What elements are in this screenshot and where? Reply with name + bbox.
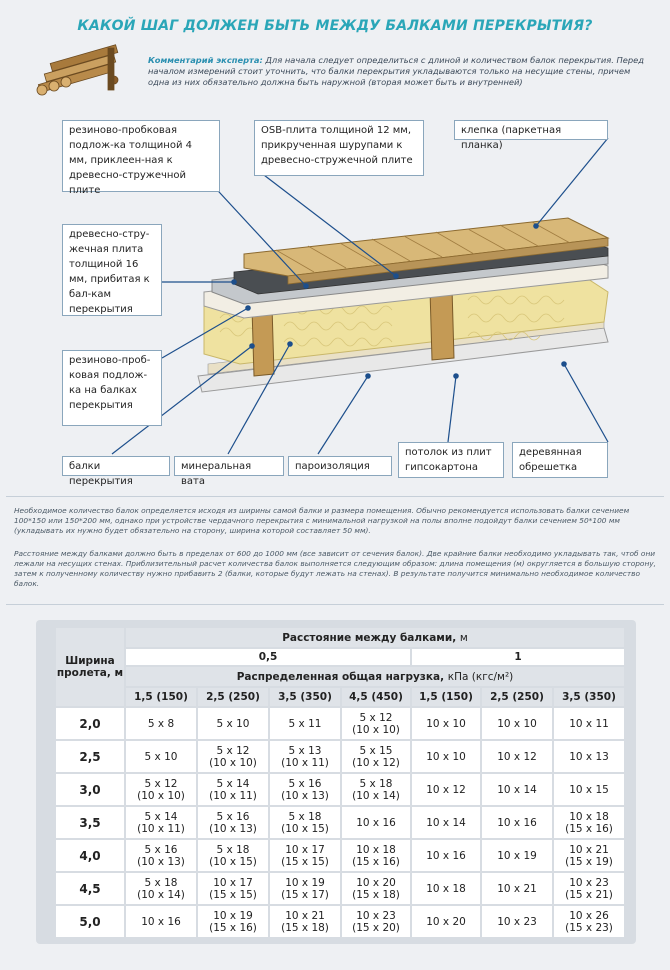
cell-line: 5 x 13	[288, 744, 322, 757]
cell-line: (15 x 19)	[565, 855, 613, 868]
info-paragraph-2: Расстояние между балками должно быть в пределах от 600 до 1000 мм (все зависит от сечения балок). Две крайние балки необходимо укладывать так, чтоб они лежали на несущих стенах. Приблизительный расчет количества балок выполняется следующим образом: длина помещения (м) округляется в большую сторону, затем к полученному количеству нужно прибавить 2 (балки, которые будут лежать на стенах). В результате получится минимально необходимое количество балок.	[14, 549, 656, 588]
expert-comment	[148, 55, 648, 88]
table-row	[55, 872, 625, 905]
cell-line: 10 x 15	[569, 783, 609, 796]
separator	[6, 604, 664, 605]
table-cell	[553, 740, 625, 773]
load-column-header: 3,5 (350)	[269, 687, 341, 707]
table-cell	[411, 839, 481, 872]
load-column-header: 3,5 (350)	[553, 687, 625, 707]
cell-line: (15 x 21)	[565, 888, 613, 901]
expert-comment-label: Комментарий эксперта:	[148, 55, 263, 65]
cell-line: 5 x 14	[144, 810, 178, 823]
table-row	[55, 740, 625, 773]
table-cell	[269, 905, 341, 938]
cell-line: (15 x 18)	[281, 921, 329, 934]
cell-line: 5 x 16	[216, 810, 250, 823]
table-cell	[553, 773, 625, 806]
span-header-label: Ширина пролета, м	[56, 655, 124, 679]
table-cell	[481, 773, 553, 806]
cell-line: 5 x 12	[216, 744, 250, 757]
cell-line: 10 x 19	[285, 876, 325, 889]
load-header	[125, 666, 625, 687]
cell-line: 5 x 8	[147, 717, 175, 730]
cell-line: 5 x 18	[288, 810, 322, 823]
table-cell	[269, 806, 341, 839]
cell-line: 10 x 11	[569, 717, 609, 730]
table-cell	[269, 839, 341, 872]
cell-line: 10 x 21	[285, 909, 325, 922]
row-span-label: 3,0	[55, 773, 125, 806]
table-row	[55, 905, 625, 938]
cell-line: 10 x 23	[356, 909, 396, 922]
cell-line: 5 x 16	[288, 777, 322, 790]
cell-line: 5 x 16	[144, 843, 178, 856]
table-cell	[197, 740, 269, 773]
row-span-label: 2,5	[55, 740, 125, 773]
beams-logo-image	[30, 40, 130, 102]
cell-line: 5 x 18	[216, 843, 250, 856]
callout-beams: балки перекрытия	[62, 456, 170, 476]
load-column-header: 1,5 (150)	[125, 687, 197, 707]
cell-line: 5 x 18	[144, 876, 178, 889]
callout-osb: OSB-плита толщиной 12 мм, прикрученная шурупами к древесно-стружечной плите	[254, 120, 424, 176]
table-cell	[481, 905, 553, 938]
table-cell	[341, 773, 411, 806]
table-cell	[269, 740, 341, 773]
table-cell	[411, 773, 481, 806]
row-span-label: 5,0	[55, 905, 125, 938]
table-cell	[197, 839, 269, 872]
table-cell	[553, 872, 625, 905]
table-cell	[481, 806, 553, 839]
table-cell	[341, 740, 411, 773]
distance-1: 1	[411, 648, 625, 666]
cell-line: 10 x 26	[569, 909, 609, 922]
cell-line: 5 x 14	[216, 777, 250, 790]
table-cell	[197, 773, 269, 806]
callout-dsp-16mm: древесно-стру-жечная плита толщиной 16 мм, прибитая к бал-кам перекрытия	[62, 224, 162, 316]
load-header-unit: кПа (кгс/м²)	[447, 670, 514, 683]
table-cell	[481, 872, 553, 905]
cell-line: 10 x 16	[497, 816, 537, 829]
cell-line: (10 x 11)	[281, 756, 329, 769]
table-row	[55, 839, 625, 872]
load-column-header: 4,5 (450)	[341, 687, 411, 707]
table-cell	[411, 806, 481, 839]
row-span-label: 2,0	[55, 707, 125, 740]
cell-line: (10 x 10)	[209, 756, 257, 769]
cell-line: 10 x 17	[213, 876, 253, 889]
cell-line: 5 x 15	[359, 744, 393, 757]
cell-line: 10 x 20	[426, 915, 466, 928]
cell-line: 5 x 18	[359, 777, 393, 790]
cell-line: (10 x 14)	[137, 888, 185, 901]
table-cell	[197, 707, 269, 740]
cell-line: (10 x 11)	[209, 789, 257, 802]
cell-line: 5 x 12	[359, 711, 393, 724]
separator	[6, 496, 664, 497]
cell-line: 5 x 10	[144, 750, 178, 763]
page-title: КАКОЙ ШАГ ДОЛЖЕН БЫТЬ МЕЖДУ БАЛКАМИ ПЕРЕКРЫТИЯ?	[77, 18, 593, 34]
table-cell	[553, 806, 625, 839]
load-column-header: 1,5 (150)	[411, 687, 481, 707]
callout-ceiling: потолок из плит гипсокартона	[398, 442, 504, 478]
table-row	[55, 773, 625, 806]
cell-line: (10 x 13)	[209, 822, 257, 835]
table-cell	[125, 806, 197, 839]
table-cell	[125, 740, 197, 773]
table-row	[55, 707, 625, 740]
table-cell	[341, 905, 411, 938]
table-cell	[197, 806, 269, 839]
cell-line: (10 x 14)	[352, 789, 400, 802]
callout-lathing: деревянная обрешетка	[512, 442, 608, 478]
cell-line: 10 x 23	[569, 876, 609, 889]
table-cell	[197, 872, 269, 905]
cell-line: (15 x 20)	[352, 921, 400, 934]
cell-line: 10 x 16	[426, 849, 466, 862]
beam-size-table-card	[36, 620, 636, 944]
cell-line: 10 x 16	[141, 915, 181, 928]
cell-line: (15 x 15)	[209, 888, 257, 901]
cell-line: (15 x 18)	[352, 888, 400, 901]
cell-line: 10 x 14	[426, 816, 466, 829]
table-cell	[553, 905, 625, 938]
cell-line: 10 x 14	[497, 783, 537, 796]
span-header	[55, 627, 125, 707]
callout-vapor-barrier: пароизоляция	[288, 456, 392, 476]
callout-mineral-wool: минеральная вата	[174, 456, 284, 476]
cell-line: 10 x 19	[497, 849, 537, 862]
cell-line: (10 x 10)	[137, 789, 185, 802]
cell-line: (10 x 11)	[137, 822, 185, 835]
cell-line: (10 x 12)	[352, 756, 400, 769]
distance-header-label: Расстояние между балками,	[282, 631, 457, 644]
table-cell	[125, 905, 197, 938]
cell-line: (15 x 16)	[352, 855, 400, 868]
distance-header	[125, 627, 625, 648]
table-cell	[197, 905, 269, 938]
table-cell	[341, 806, 411, 839]
table-cell	[125, 773, 197, 806]
cell-line: (10 x 10)	[352, 723, 400, 736]
table-cell	[411, 707, 481, 740]
table-cell	[553, 839, 625, 872]
table-cell	[341, 839, 411, 872]
cell-line: 10 x 21	[569, 843, 609, 856]
floor-diagram	[8, 96, 662, 492]
load-column-header: 2,5 (250)	[197, 687, 269, 707]
cell-line: 10 x 16	[356, 816, 396, 829]
cell-line: 10 x 23	[497, 915, 537, 928]
expert-comment-text: Для начала следует определиться с длиной и количеством балок перекрытия. Перед началом измерений стоит уточнить, что балки перекрытия укладываются только на несущие стены, причем одна из них обязательно должна быть наружной (вторая может быть и внутренней)	[148, 55, 644, 87]
cell-line: (15 x 17)	[281, 888, 329, 901]
table-cell	[125, 872, 197, 905]
cell-line: 10 x 17	[285, 843, 325, 856]
table-cell	[411, 905, 481, 938]
distance-header-unit: м	[459, 631, 468, 644]
row-span-label: 3,5	[55, 806, 125, 839]
cell-line: (10 x 15)	[281, 822, 329, 835]
cell-line: 5 x 10	[216, 717, 250, 730]
row-span-label: 4,0	[55, 839, 125, 872]
table-cell	[269, 707, 341, 740]
row-span-label: 4,5	[55, 872, 125, 905]
load-column-header: 2,5 (250)	[481, 687, 553, 707]
callout-klepka: клепка (паркетная планка)	[454, 120, 608, 140]
info-paragraph-1: Необходимое количество балок определяется исходя из ширины самой балки и размера помещения. Обычно рекомендуется использовать балки сечением 100*150 или 150*200 мм, однако при устройстве чердачного перекрытия с минимальной нагрузкой на полы вполне подойдут балки сечением 50*100 мм (укладывать их нужно будет обязательно на сторону, ширина которой составляет 50 мм).	[14, 506, 630, 535]
distance-0-5: 0,5	[125, 648, 411, 666]
cell-line: 10 x 13	[569, 750, 609, 763]
cell-line: (15 x 16)	[565, 822, 613, 835]
table-cell	[269, 773, 341, 806]
cell-line: (15 x 15)	[281, 855, 329, 868]
beam-size-table	[54, 626, 626, 939]
cell-line: 10 x 12	[497, 750, 537, 763]
table-cell	[411, 872, 481, 905]
table-cell	[553, 707, 625, 740]
cell-line: 5 x 11	[288, 717, 322, 730]
table-cell	[125, 707, 197, 740]
cell-line: 10 x 10	[497, 717, 537, 730]
cell-line: 10 x 10	[426, 717, 466, 730]
cell-line: 10 x 19	[213, 909, 253, 922]
cell-line: (15 x 23)	[565, 921, 613, 934]
cell-line: 10 x 18	[426, 882, 466, 895]
cell-line: (10 x 13)	[281, 789, 329, 802]
cell-line: 10 x 10	[426, 750, 466, 763]
callout-rubber-cork-beams: резиново-проб-ковая подлож-ка на балках перекрытия	[62, 350, 162, 426]
table-row	[55, 806, 625, 839]
cell-line: 5 x 12	[144, 777, 178, 790]
callout-rubber-cork-4mm: резиново-пробковая подлож-ка толщиной 4 мм, приклеен-ная к древесно-стружечной плите	[62, 120, 220, 192]
table-cell	[341, 872, 411, 905]
table-cell	[125, 839, 197, 872]
cell-line: (10 x 13)	[137, 855, 185, 868]
cell-line: (15 x 16)	[209, 921, 257, 934]
table-cell	[341, 707, 411, 740]
table-cell	[481, 839, 553, 872]
table-cell	[481, 707, 553, 740]
cell-line: (10 x 15)	[209, 855, 257, 868]
table-cell	[411, 740, 481, 773]
cell-line: 10 x 18	[356, 843, 396, 856]
cell-line: 10 x 21	[497, 882, 537, 895]
load-header-label: Распределенная общая нагрузка,	[236, 670, 445, 683]
cell-line: 10 x 18	[569, 810, 609, 823]
cell-line: 10 x 20	[356, 876, 396, 889]
table-cell	[269, 872, 341, 905]
cell-line: 10 x 12	[426, 783, 466, 796]
table-cell	[481, 740, 553, 773]
